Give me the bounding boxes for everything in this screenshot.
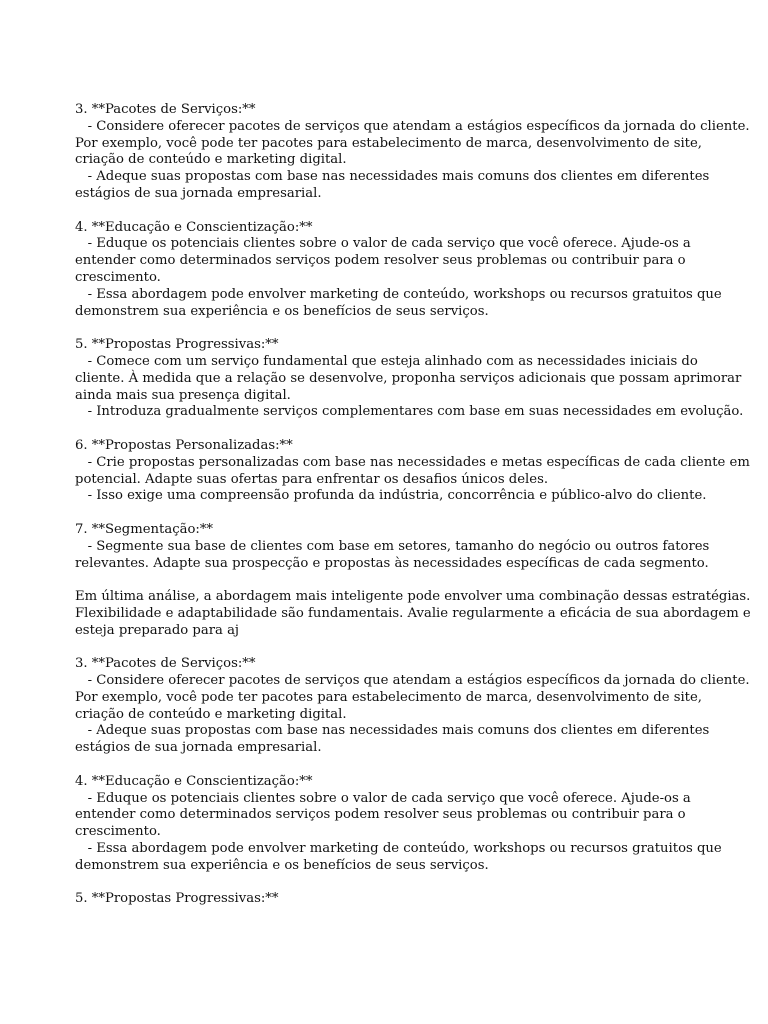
text-line: crescimento.: [75, 824, 161, 840]
paragraph-conclusion: [75, 589, 751, 639]
text-line: 3. **Pacotes de Serviços:**: [75, 102, 256, 117]
paragraph-gap: [75, 421, 700, 438]
paragraph-propostas-progressivas: [75, 337, 744, 421]
text-line: - Considere oferecer pacotes de serviços que atendam a estágios específicos da jornada do cliente.: [75, 673, 750, 689]
paragraph-educacao-e-conscientizacao: [75, 219, 722, 321]
text-line: - Eduque os potenciais clientes sobre o valor de cada serviço que você oferece. Ajude-os a: [75, 790, 691, 806]
paragraph-propostas-personalizadas: [75, 437, 750, 505]
text-line: - Essa abordagem pode envolver marketing de conteúdo, workshops ou recursos gratuitos que: [75, 841, 722, 857]
text-line: - Adeque suas propostas com base nas necessidades mais comuns dos clientes em diferentes: [75, 723, 710, 739]
text-line: crescimento.: [75, 269, 161, 285]
paragraph-propostas-progressivas-repeat: [75, 891, 700, 908]
text-line: - Essa abordagem pode envolver marketing de conteúdo, workshops ou recursos gratuitos que: [75, 286, 722, 302]
text-line: 7. **Segmentação:**: [75, 521, 214, 537]
paragraph-educacao-e-conscientizacao-repeat: [75, 773, 722, 875]
paragraph-gap: [75, 505, 700, 522]
text-line: - Introduza gradualmente serviços complementares com base em suas necessidades em evolução.: [75, 404, 744, 420]
text-line: - Comece com um serviço fundamental que esteja alinhado com as necessidades iniciais do: [75, 353, 698, 369]
text-line: ainda mais sua presença digital.: [75, 387, 291, 403]
text-line: 4. **Educação e Conscientização:**: [75, 219, 313, 235]
text-line: 6. **Propostas Personalizadas:**: [75, 437, 293, 453]
text-line: Flexibilidade e adaptabilidade são fundamentais. Avalie regularmente a eficácia de sua abordagem e: [75, 605, 751, 621]
text-line: - Isso exige uma compreensão profunda da indústria, concorrência e público-alvo do cliente.: [75, 488, 707, 504]
text-line: criação de conteúdo e marketing digital.: [75, 706, 347, 722]
text-line: 5. **Propostas Progressivas:**: [75, 337, 279, 353]
text-line: demonstrem sua experiência e os benefícios de seus serviços.: [75, 857, 489, 873]
paragraph-gap: [75, 875, 700, 892]
paragraph-gap: [75, 757, 700, 774]
text-line: 4. **Educação e Conscientização:**: [75, 773, 313, 789]
text-line: Por exemplo, você pode ter pacotes para estabelecimento de marca, desenvolvimento de site,: [75, 689, 702, 705]
paragraph-pacotes-de-servicos-repeat: [75, 656, 750, 757]
text-line: demonstrem sua experiência e os benefícios de seus serviços.: [75, 303, 489, 319]
text-line: estágios de sua jornada empresarial.: [75, 740, 322, 756]
text-line: - Adeque suas propostas com base nas necessidades mais comuns dos clientes em diferentes: [75, 169, 710, 185]
text-line: potencial. Adapte suas ofertas para enfrentar os desafios únicos deles.: [75, 471, 549, 487]
text-line: esteja preparado para aj: [75, 622, 240, 638]
text-line: 5. **Propostas Progressivas:**: [75, 891, 279, 907]
text-line: cliente. À medida que a relação se desenvolve, proponha serviços adicionais que possam aprimorar: [75, 370, 742, 386]
text-line: - Segmente sua base de clientes com base em setores, tamanho do negócio ou outros fatores: [75, 538, 710, 554]
text-line: - Considere oferecer pacotes de serviços que atendam a estágios específicos da jornada do cliente.: [75, 118, 750, 134]
text-line: entender como determinados serviços podem resolver seus problemas ou contribuir para o: [75, 807, 686, 823]
paragraph-gap: [75, 203, 700, 220]
document-body: [75, 102, 751, 908]
paragraph-gap: [75, 320, 700, 337]
text-line: - Crie propostas personalizadas com base nas necessidades e metas específicas de cada cliente em: [75, 454, 750, 470]
text-line: estágios de sua jornada empresarial.: [75, 185, 322, 201]
text-line: - Eduque os potenciais clientes sobre o valor de cada serviço que você oferece. Ajude-os a: [75, 236, 691, 252]
paragraph-gap: [75, 640, 700, 657]
text-line: 3. **Pacotes de Serviços:**: [75, 656, 256, 672]
text-line: entender como determinados serviços podem resolver seus problemas ou contribuir para o: [75, 253, 686, 269]
paragraph-segmentacao: [75, 521, 710, 572]
paragraph-pacotes-de-servicos: [75, 102, 750, 203]
text-line: criação de conteúdo e marketing digital.: [75, 152, 347, 168]
text-line: relevantes. Adapte sua prospecção e propostas às necessidades específicas de cada segmento.: [75, 555, 709, 571]
text-line: Por exemplo, você pode ter pacotes para estabelecimento de marca, desenvolvimento de site,: [75, 135, 702, 151]
paragraph-gap: [75, 572, 700, 589]
text-line: Em última análise, a abordagem mais inteligente pode envolver uma combinação dessas estratégias.: [75, 589, 751, 605]
